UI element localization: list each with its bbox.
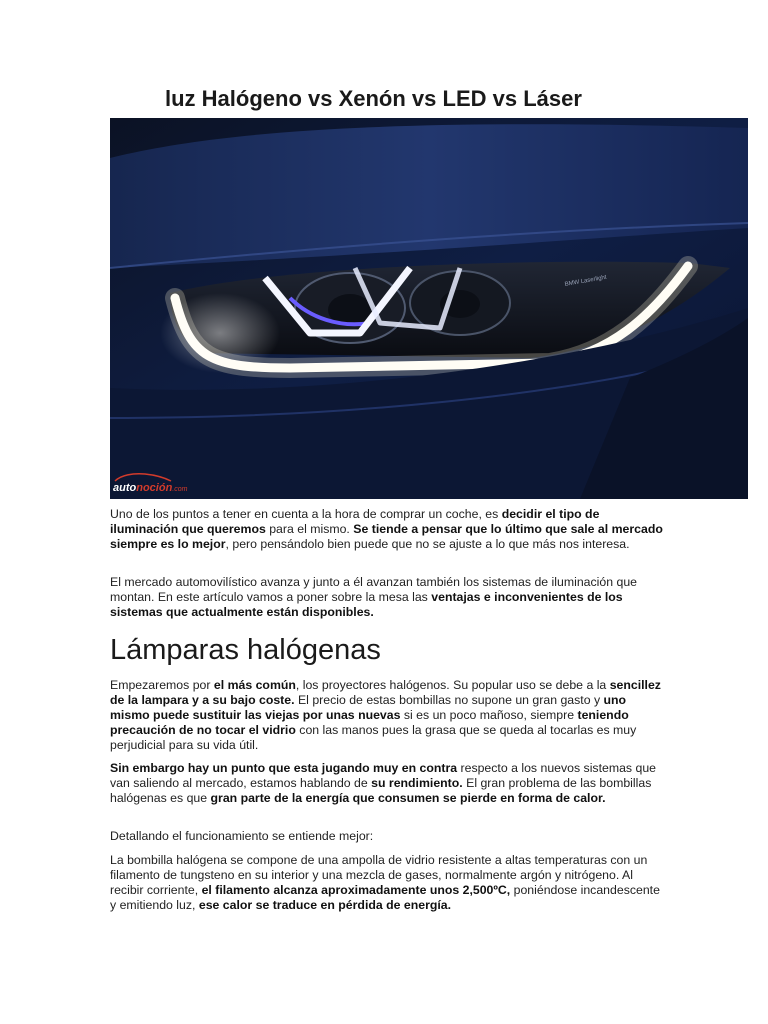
text: si es un poco mañoso, siempre xyxy=(400,708,578,722)
text: , pero pensándolo bien puede que no se ajuste a lo que más nos interesa. xyxy=(225,537,630,551)
watermark-logo xyxy=(113,482,187,494)
text: Uno de los puntos a tener en cuenta a la hora de comprar un coche, es xyxy=(110,507,502,521)
emphasis: ventajas e inconvenientes de los sistemas que actualmente están disponibles. xyxy=(110,590,623,619)
text: La bombilla halógena se compone de una ampolla de vidrio resistente a altas temperaturas con un filamento de tungsteno en su interior y una mezcla de gases, normalmente argón y nitrógeno. Al recibir corriente, xyxy=(110,853,648,897)
emphasis: gran parte de la energía que consumen se pierde en forma de calor. xyxy=(210,791,606,805)
text: con las manos pues la grasa que se queda al tocarlas es muy perjudicial para su vida útil. xyxy=(110,723,637,752)
emphasis: su rendimiento. xyxy=(371,776,463,790)
emphasis: sencillez de la lampara y a su bajo coste. xyxy=(110,678,661,707)
text: El precio de estas bombillas no supone un gran gasto y xyxy=(294,693,604,707)
performance-paragraph xyxy=(110,761,666,806)
intro-paragraph xyxy=(110,507,666,552)
car-logo-icon xyxy=(113,472,173,482)
watermark-accent: noción xyxy=(136,482,173,494)
text: respecto a los nuevos sistemas que van saliendo al mercado, estamos hablando de xyxy=(110,761,656,790)
text: , los proyectores halógenos. Su popular uso se debe a la xyxy=(295,678,610,692)
section-heading: Lámparas halógenas xyxy=(110,634,381,666)
emphasis: uno mismo puede sustituir las viejas por unas nuevas xyxy=(110,693,627,722)
market-paragraph xyxy=(110,575,666,620)
emphasis: Se tiende a pensar que lo último que sale al mercado siempre es lo mejor xyxy=(110,522,663,551)
headlight-photo xyxy=(110,118,748,499)
emphasis: Sin embargo hay un punto que esta jugando muy en contra xyxy=(110,761,458,775)
emphasis: teniendo precaución de no tocar el vidrio xyxy=(110,708,629,737)
emphasis: decidir el tipo de iluminación que queremos xyxy=(110,507,600,536)
text: Empezaremos por xyxy=(110,678,214,692)
emphasis: ese calor se traduce en pérdida de energía. xyxy=(198,898,452,912)
watermark-suffix: .com xyxy=(172,486,188,493)
text: El gran problema de las bombillas halógenas es que xyxy=(110,776,652,805)
text: para el mismo. xyxy=(265,522,354,536)
bulb-paragraph xyxy=(110,853,666,913)
page-title: luz Halógeno vs Xenón vs LED vs Láser xyxy=(165,86,582,111)
detail-paragraph: Detallando el funcionamiento se entiende mejor: xyxy=(110,829,374,843)
halogen-intro-paragraph xyxy=(110,678,666,753)
emphasis: el más común xyxy=(213,678,296,692)
emphasis: el filamento alcanza aproximadamente unos 2,500ºC, xyxy=(201,883,511,897)
badge-text: BMW Laserlight xyxy=(564,274,608,288)
watermark-main: auto xyxy=(113,482,137,494)
text: poniéndose incandescente y emitiendo luz, xyxy=(110,883,660,912)
text: El mercado automovilístico avanza y junto a él avanzan también los sistemas de iluminación que montan. En este artículo vamos a poner sobre la mesa las xyxy=(110,575,637,604)
